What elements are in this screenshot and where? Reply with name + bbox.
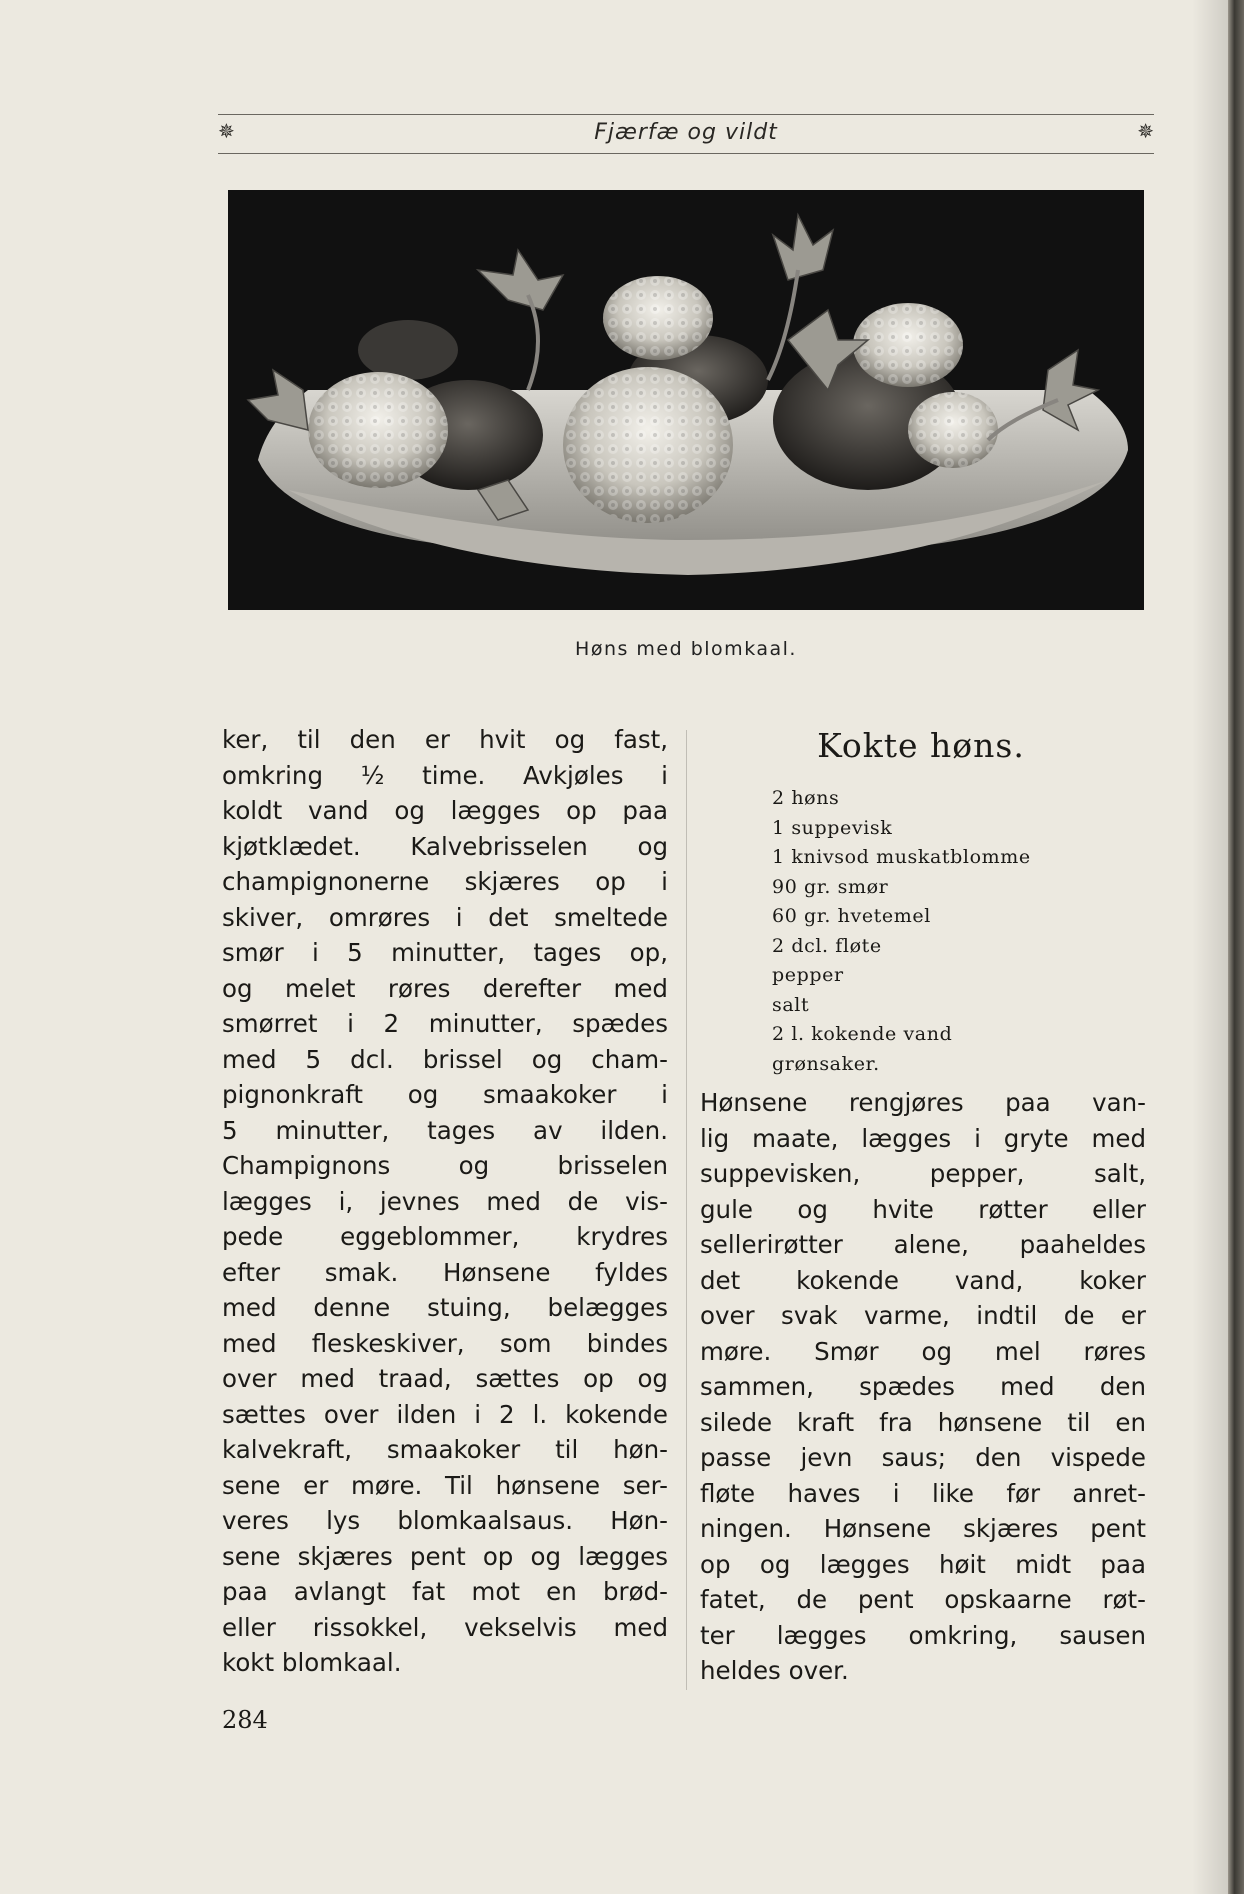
photo-caption: Høns med blomkaal. xyxy=(575,638,797,660)
method-line: heldes over. xyxy=(700,1656,849,1685)
text-line: kjøtklædet. Kalvebrisselen og xyxy=(222,831,668,861)
photo-illustration xyxy=(228,190,1144,610)
method-line: op og lægges høit midt paa xyxy=(700,1549,1146,1579)
method-line: lig maate, lægges i gryte med xyxy=(700,1123,1146,1153)
text-line: ker, til den er hvit og fast, xyxy=(222,725,668,754)
method-line: fatet, de pent opskaarne røt- xyxy=(700,1585,1146,1614)
ingredient-item: 1 knivsod muskatblomme xyxy=(772,846,1031,868)
ingredient-item: salt xyxy=(772,993,810,1016)
text-line: smør i 5 minutter, tages op, xyxy=(222,938,668,967)
ingredient-item: 2 dcl. fløte xyxy=(772,934,882,957)
text-line: paa avlangt fat mot en brød- xyxy=(222,1577,668,1606)
text-line: koldt vand og lægges op paa xyxy=(222,796,668,825)
method-line: gule og hvite røtter eller xyxy=(700,1194,1146,1224)
method-line: passe jevn saus; den vispede xyxy=(700,1443,1146,1472)
method-line: møre. Smør og mel røres xyxy=(700,1336,1146,1366)
method-line: over svak varme, indtil de er xyxy=(700,1301,1146,1330)
text-line: sættes over ilden i 2 l. kokende xyxy=(222,1399,668,1429)
text-line: lægges i, jevnes med de vis- xyxy=(222,1186,668,1216)
recipe-title: Kokte høns. xyxy=(817,726,1025,765)
recipe-method-text xyxy=(700,1085,1146,1689)
text-line: med denne stuing, belægges xyxy=(222,1293,668,1322)
text-line: smørret i 2 minutter, spædes xyxy=(222,1009,668,1038)
method-line: ter lægges omkring, sausen xyxy=(700,1620,1146,1650)
method-line: det kokende vand, koker xyxy=(700,1265,1146,1295)
text-line: efter smak. Hønsene fyldes xyxy=(222,1257,668,1287)
text-line: eller rissokkel, vekselvis med xyxy=(222,1612,668,1642)
text-line: Champignons og brisselen xyxy=(222,1151,668,1180)
left-column-text xyxy=(222,722,668,1681)
method-line: Hønsene rengjøres paa van- xyxy=(700,1088,1146,1117)
ingredient-item: 60 gr. hvetemel xyxy=(772,905,931,927)
text-line: over med traad, sættes op og xyxy=(222,1364,668,1393)
text-line: champignonerne skjæres op i xyxy=(222,867,668,896)
method-line: suppevisken, pepper, salt, xyxy=(700,1159,1146,1188)
ornament-left-icon: ✵ xyxy=(218,119,231,143)
text-line: sene er møre. Til hønsene ser- xyxy=(222,1470,668,1500)
photo-cauliflower-chicken-platter xyxy=(228,190,1144,610)
text-line: sene skjæres pent op og lægges xyxy=(222,1541,668,1571)
ingredient-item: 2 høns xyxy=(772,787,840,809)
text-line: veres lys blomkaalsaus. Høn- xyxy=(222,1506,668,1535)
chicken-piece xyxy=(358,320,458,380)
spine-shadow xyxy=(1192,0,1228,1894)
running-head-title: Fjærfæ og vildt xyxy=(594,120,778,145)
ornament-right-icon: ✵ xyxy=(1137,119,1150,143)
running-head xyxy=(218,114,1154,154)
method-line: silede kraft fra hønsene til en xyxy=(700,1407,1146,1437)
ingredient-item: 1 suppevisk xyxy=(772,816,893,839)
right-column xyxy=(700,722,1146,1689)
text-line: med fleskeskiver, som bindes xyxy=(222,1328,668,1358)
text-line: med 5 dcl. brissel og cham- xyxy=(222,1044,668,1074)
method-line: sammen, spædes med den xyxy=(700,1372,1146,1401)
text-line: og melet røres derefter med xyxy=(222,973,668,1003)
method-line: sellerirøtter alene, paaheldes xyxy=(700,1230,1146,1259)
page-number: 284 xyxy=(222,1706,268,1734)
ingredient-item: grønsaker. xyxy=(772,1052,880,1075)
text-line: omkring ½ time. Avkjøles i xyxy=(222,760,668,790)
text-line: skiver, omrøres i det smeltede xyxy=(222,902,668,932)
text-line: pede eggeblommer, krydres xyxy=(222,1222,668,1251)
text-line: kokt blomkaal. xyxy=(222,1648,402,1677)
ingredient-item: 2 l. kokende vand xyxy=(772,1023,953,1045)
column-divider xyxy=(686,730,687,1690)
ingredient-list xyxy=(772,784,1146,1079)
ingredient-item: 90 gr. smør xyxy=(772,875,889,898)
ingredient-item: pepper xyxy=(772,964,844,986)
text-line: kalvekraft, smaakoker til høn- xyxy=(222,1435,668,1464)
text-line: 5 minutter, tages av ilden. xyxy=(222,1115,668,1145)
method-line: ningen. Hønsene skjæres pent xyxy=(700,1514,1146,1543)
method-line: fløte haves i like før anret- xyxy=(700,1478,1146,1508)
page-edge xyxy=(1228,0,1244,1894)
text-line: pignonkraft og smaakoker i xyxy=(222,1080,668,1109)
